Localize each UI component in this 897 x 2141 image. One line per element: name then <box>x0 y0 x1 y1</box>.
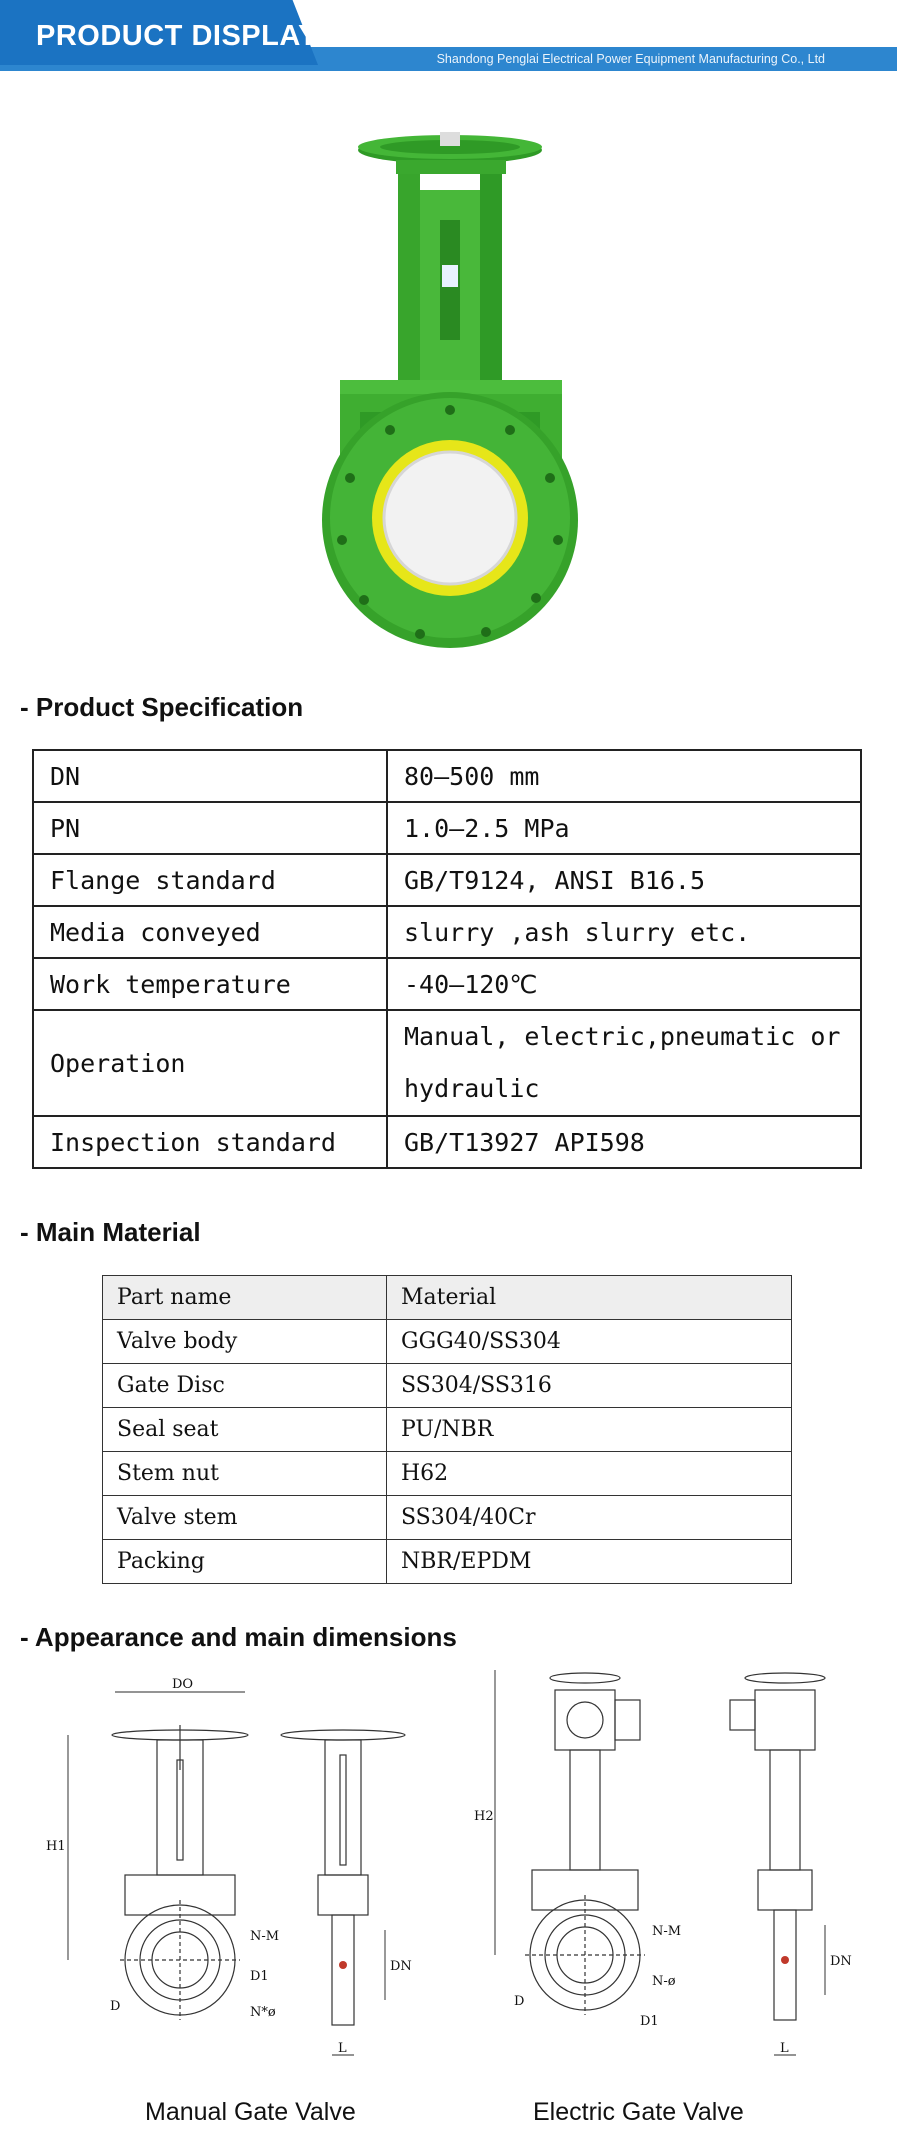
table-row <box>103 1408 792 1452</box>
label-d0: DO <box>172 1677 194 1692</box>
label-h2: H2 <box>474 1809 494 1824</box>
spec-key: PN <box>33 802 387 854</box>
valve-product-image <box>300 120 600 680</box>
label-dn-electric: DN <box>830 1954 852 1969</box>
material-value: SS304/40Cr <box>387 1496 792 1540</box>
label-l-manual: L <box>338 2041 347 2056</box>
manual-front-view <box>46 1677 279 2020</box>
part-name: Packing <box>103 1540 387 1584</box>
part-name: Valve body <box>103 1320 387 1364</box>
part-name: Valve stem <box>103 1496 387 1540</box>
part-name: Stem nut <box>103 1452 387 1496</box>
label-nphi2: N-ø <box>652 1974 676 1989</box>
spec-value: slurry ,ash slurry etc. <box>387 906 861 958</box>
table-row <box>103 1364 792 1408</box>
material-value: PU/NBR <box>387 1408 792 1452</box>
column-header: Material <box>387 1276 792 1320</box>
dimension-drawings <box>40 1660 860 2090</box>
label-nphi: N*ø <box>250 2005 276 2020</box>
table-row <box>33 802 861 854</box>
table-header-row <box>103 1276 792 1320</box>
table-row <box>103 1452 792 1496</box>
electric-side-view <box>730 1673 852 2056</box>
material-table <box>102 1275 792 1584</box>
spec-value: -40—120℃ <box>387 958 861 1010</box>
label-h1: H1 <box>46 1839 66 1854</box>
table-row <box>33 1010 861 1116</box>
table-row <box>103 1320 792 1364</box>
label-d1: D1 <box>250 1969 269 1984</box>
company-name: Shandong Penglai Electrical Power Equipment Manufacturing Co., Ltd <box>436 52 825 66</box>
label-d1-electric: D1 <box>640 2014 659 2029</box>
label-nm-electric: N-M <box>652 1924 682 1939</box>
electric-front-view <box>474 1670 681 2029</box>
part-name: Seal seat <box>103 1408 387 1452</box>
label-l-electric: L <box>780 2041 789 2056</box>
spec-value: 80—500 mm <box>387 750 861 802</box>
header-banner <box>0 0 897 80</box>
spec-key: Inspection standard <box>33 1116 387 1168</box>
material-value: NBR/EPDM <box>387 1540 792 1584</box>
spec-key: Operation <box>33 1010 387 1116</box>
page-title: PRODUCT DISPLAY <box>36 20 318 52</box>
spec-value: GB/T13927 API598 <box>387 1116 861 1168</box>
table-row <box>33 750 861 802</box>
material-value: GGG40/SS304 <box>387 1320 792 1364</box>
table-row <box>33 958 861 1010</box>
section-title-material: - Main Material <box>20 1217 201 1247</box>
spec-key: Flange standard <box>33 854 387 906</box>
label-d-electric: D <box>514 1994 525 2009</box>
section-title-dimensions: - Appearance and main dimensions <box>20 1622 457 1652</box>
caption-electric: Electric Gate Valve <box>533 2098 744 2126</box>
label-dn-manual: DN <box>390 1959 412 1974</box>
table-row <box>103 1496 792 1540</box>
spec-value: 1.0—2.5 MPa <box>387 802 861 854</box>
material-value: H62 <box>387 1452 792 1496</box>
spec-key: Work temperature <box>33 958 387 1010</box>
spec-value: GB/T9124, ANSI B16.5 <box>387 854 861 906</box>
spec-table <box>32 749 862 1169</box>
manual-side-view <box>281 1730 412 2056</box>
label-d: D <box>110 1999 121 2014</box>
spec-value: Manual, electric,pneumatic or hydraulic <box>387 1010 861 1116</box>
caption-manual: Manual Gate Valve <box>145 2098 356 2126</box>
table-row <box>33 1116 861 1168</box>
column-header: Part name <box>103 1276 387 1320</box>
table-row <box>33 854 861 906</box>
label-nm: N-M <box>250 1929 280 1944</box>
material-value: SS304/SS316 <box>387 1364 792 1408</box>
table-row <box>33 906 861 958</box>
part-name: Gate Disc <box>103 1364 387 1408</box>
spec-key: DN <box>33 750 387 802</box>
table-row <box>103 1540 792 1584</box>
section-title-spec: - Product Specification <box>20 692 304 722</box>
spec-key: Media conveyed <box>33 906 387 958</box>
